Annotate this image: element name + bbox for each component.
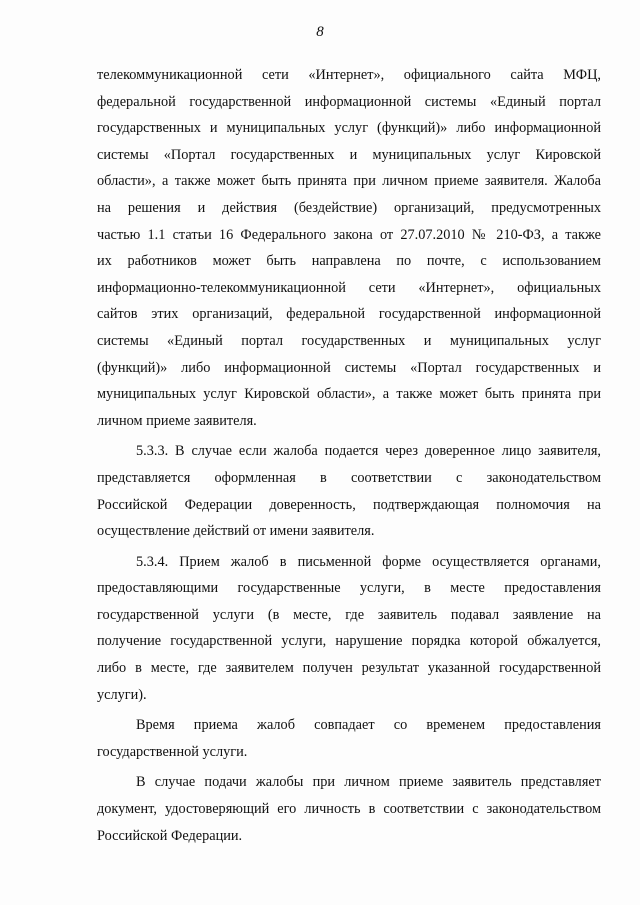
text-line: федеральной государственной информационной системы «Единый портал — [97, 93, 601, 110]
page-number: 8 — [316, 24, 324, 40]
text-line: В случае подачи жалобы при личном приеме заявитель представляет — [136, 774, 601, 791]
text-line: на решения и действия (бездействие) организаций, предусмотренных — [97, 199, 601, 216]
text-line: 5.3.4. Прием жалоб в письменной форме осуществляется органами, — [136, 553, 601, 570]
text-line: осуществление действий от имени заявителя. — [97, 523, 375, 540]
text-line: их работников может быть направлена по почте, с использованием — [97, 253, 601, 270]
text-line: муниципальных услуг Кировской области», а также может быть принята при — [97, 386, 601, 403]
text-line: либо в месте, где заявителем получен результат указанной государственной — [97, 660, 601, 677]
text-line: области», а также может быть принята при личном приеме заявителя. Жалоба — [97, 173, 601, 190]
text-line: системы «Единый портал государственных и муниципальных услуг — [97, 332, 601, 349]
paragraph — [97, 769, 601, 849]
text-line: государственных и муниципальных услуг (функций)» либо информационной — [97, 120, 601, 137]
text-line: частью 1.1 статьи 16 Федерального закона от 27.07.2010 № 210-ФЗ, а также — [97, 226, 601, 243]
text-line: документ, удостоверяющий его личность в соответствии с законодательством — [97, 801, 601, 818]
text-line: Российской Федерации доверенность, подтверждающая полномочия на — [97, 496, 601, 513]
text-line: личном приеме заявителя. — [97, 412, 257, 429]
paragraph — [97, 712, 601, 765]
paragraph — [97, 62, 601, 434]
text-line: Российской Федерации. — [97, 827, 243, 844]
text-line: государственной услуги. — [97, 743, 248, 760]
text-line: телекоммуникационной сети «Интернет», официального сайта МФЦ, — [97, 67, 601, 83]
document-body — [97, 62, 601, 849]
text-line: предоставляющими государственные услуги, в месте предоставления — [97, 580, 601, 597]
text-line: государственной услуги (в месте, где заявитель подавал заявление на — [97, 606, 601, 623]
text-line: информационно-телекоммуникационной сети «Интернет», официальных — [97, 279, 601, 296]
text-line: (функций)» либо информационной системы «Портал государственных и — [97, 359, 601, 376]
text-line: услуги). — [97, 686, 147, 703]
text-line: Время приема жалоб совпадает со временем предоставления — [136, 717, 601, 734]
text-line: представляется оформленная в соответствии с законодательством — [97, 469, 601, 486]
text-line: сайтов этих организаций, федеральной государственной информационной — [97, 306, 601, 323]
text-line: 5.3.3. В случае если жалоба подается через доверенное лицо заявителя, — [136, 443, 601, 460]
text-line: системы «Портал государственных и муниципальных услуг Кировской — [97, 146, 601, 163]
text-line: получение государственной услуги, нарушение порядка которой обжалуется, — [97, 633, 601, 650]
paragraph — [97, 438, 601, 544]
paragraph — [97, 549, 601, 709]
